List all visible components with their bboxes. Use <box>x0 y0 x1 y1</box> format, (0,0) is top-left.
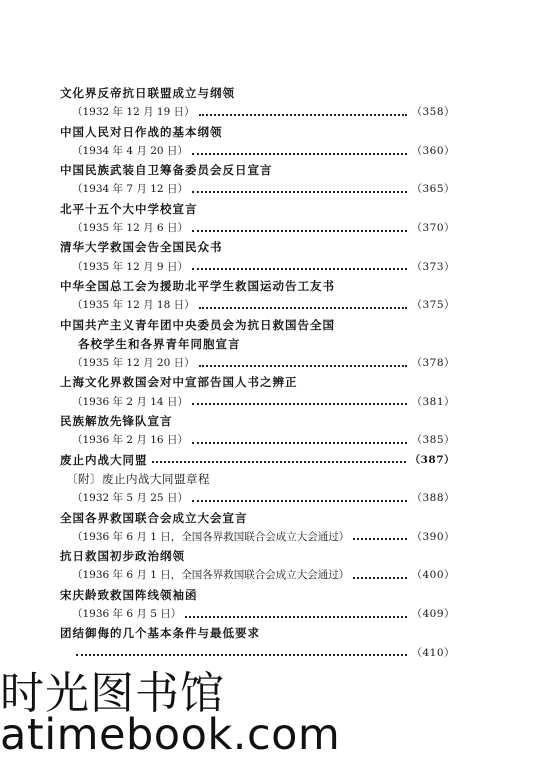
toc-page-number: （400） <box>411 569 455 582</box>
toc-title: 中国共产主义青年团中央委员会为抗日救国告全国 <box>60 317 335 332</box>
toc-date: （1934 年 4 月 20 日） <box>72 144 188 157</box>
toc-title: 中国人民对日作战的基本纲领 <box>60 124 223 139</box>
toc-page-number: （409） <box>411 608 455 621</box>
toc-page-number: （378） <box>411 357 455 370</box>
dot-leader <box>192 191 408 193</box>
toc-title: 文化界反帝抗日联盟成立与纲领 <box>60 86 235 100</box>
toc-date-row <box>60 258 455 277</box>
dot-leader <box>199 114 408 116</box>
toc-date: （1936 年 6 月 1 日，全国各界救国联合会成立大会通过） <box>72 569 350 582</box>
toc-page-number: （385） <box>411 434 455 447</box>
toc-date: （1935 年 12 月 20 日） <box>72 357 195 370</box>
toc-title: 中华全国总工会为援助北平学生救国运动告工友书 <box>60 278 335 293</box>
toc-page-number: （370） <box>411 222 455 235</box>
toc-date: （1936 年 2 月 14 日） <box>72 395 188 408</box>
toc-date-row <box>60 142 455 161</box>
watermark-text: 时光图书馆 <box>0 668 225 719</box>
toc-title: 民族解放先锋队宣言 <box>60 414 173 429</box>
toc-title: 团结御侮的几个基本条件与最低要求 <box>60 626 260 641</box>
dot-leader <box>76 654 407 656</box>
toc-date-row <box>60 528 455 547</box>
dot-leader <box>192 153 408 155</box>
toc-date-row <box>60 393 455 412</box>
toc-page-number: （381） <box>411 395 455 408</box>
toc-date: （1936 年 6 月 5 日） <box>72 608 182 621</box>
toc-title: 宋庆龄致救国阵线领袖函 <box>60 587 198 602</box>
toc-page-number: （373） <box>411 260 455 273</box>
toc-page-number: （388） <box>411 492 455 505</box>
dot-leader <box>199 307 408 309</box>
toc-page-number: （390） <box>411 530 455 543</box>
toc-title: 北平十五个大中学校宣言 <box>60 201 198 216</box>
table-of-contents <box>60 84 455 663</box>
dot-leader <box>192 230 408 232</box>
toc-page-number: （365） <box>411 183 455 196</box>
toc-date: （1936 年 6 月 1 日，全国各界救国联合会成立大会通过） <box>72 530 350 543</box>
toc-date-row <box>60 566 455 585</box>
dot-leader <box>353 538 407 540</box>
toc-title: 废止内战大同盟 <box>60 452 148 467</box>
dot-leader <box>192 500 408 502</box>
watermark-url: atimebook.com <box>0 710 341 760</box>
toc-date-row <box>60 219 455 238</box>
toc-date-row <box>60 180 455 199</box>
dot-leader <box>353 577 407 579</box>
toc-date-row <box>60 605 455 624</box>
toc-page-number: （360） <box>411 144 455 157</box>
toc-date: （1936 年 2 月 16 日） <box>72 434 188 447</box>
toc-date-row <box>60 354 455 373</box>
dot-leader <box>199 365 408 367</box>
toc-title: 清华大学救国会告全国民众书 <box>60 240 223 255</box>
toc-page-number: （387） <box>409 453 455 466</box>
toc-subtitle: 〔附〕废止内战大同盟章程 <box>66 471 210 486</box>
toc-date: （1935 年 12 月 6 日） <box>72 222 188 235</box>
dot-leader <box>192 268 408 270</box>
toc-date: （1935 年 12 月 18 日） <box>72 299 195 312</box>
toc-page-number: （358） <box>411 106 455 119</box>
dot-leader <box>152 461 406 463</box>
dot-leader <box>192 403 408 405</box>
toc-date: （1935 年 12 月 9 日） <box>72 260 188 273</box>
toc-date-row <box>60 103 455 122</box>
toc-date-row <box>60 489 455 508</box>
toc-title-continued: 各校学生和各界青年同胞宣言 <box>78 336 241 351</box>
toc-date-row <box>60 296 455 315</box>
toc-date-row <box>60 431 455 450</box>
toc-date: （1934 年 7 月 12 日） <box>72 183 188 196</box>
toc-date: （1932 年 12 月 19 日） <box>72 106 195 119</box>
toc-date: （1932 年 5 月 25 日） <box>72 492 188 505</box>
dot-leader <box>185 616 407 618</box>
toc-page-number: （375） <box>411 299 455 312</box>
toc-title: 中国民族武装自卫筹备委员会反日宣言 <box>60 163 273 178</box>
toc-page-number: （410） <box>411 646 455 659</box>
toc-title-row <box>60 451 455 470</box>
toc-title: 上海文化界救国会对中宣部告国人书之辨正 <box>60 375 298 390</box>
dot-leader <box>192 442 408 444</box>
toc-title: 全国各界救国联合会成立大会宣言 <box>60 510 248 525</box>
toc-title: 抗日救国初步政治纲领 <box>60 549 185 564</box>
